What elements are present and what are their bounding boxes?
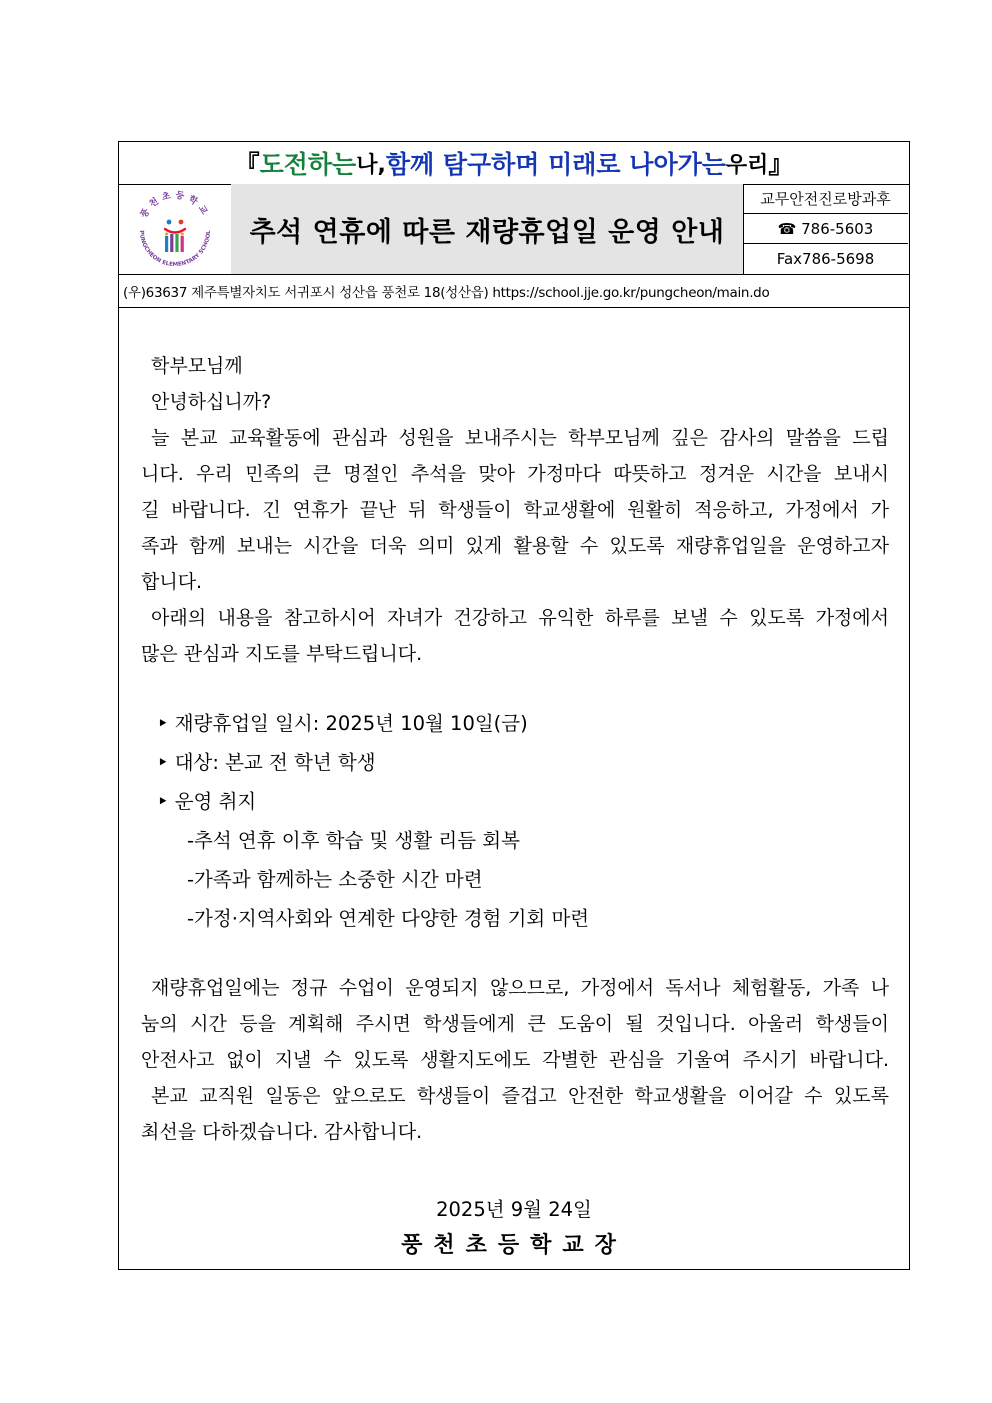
header-row xyxy=(119,184,909,275)
department-name: 교무안전진로방과후 xyxy=(743,184,908,214)
list-item-purpose: ‣ 운영 취지 xyxy=(157,790,257,813)
slogan-part-4: 우리 xyxy=(725,152,769,178)
address-row xyxy=(119,274,909,308)
svg-text:PUNGCHEON ELEMENTARY SCHOOL: PUNGCHEON ELEMENTARY SCHOOL xyxy=(137,230,213,269)
paragraph-2: 아래의 내용을 참고하시어 자녀가 건강하고 유익한 하루를 보낼 수 있도록 가정에서 많은 관심과 지도를 부탁드립니다. xyxy=(141,607,889,665)
sub-item: -가정·지역사회와 연계한 다양한 경험 기회 마련 xyxy=(187,907,590,930)
slogan-part-3: 함께 탐구하며 미래로 나아가는 xyxy=(385,150,726,179)
school-logo xyxy=(119,184,232,274)
paragraph-3: 재량휴업일에는 정규 수업이 운영되지 않으므로, 가정에서 독서나 체험활동, 가족 나 눔의 시간 등을 계획해 주시면 학생들에게 큰 도움이 될 것입니다. 아울러 학생들이 안전사고 없이 지낼 수 있도록 생활지도에도 각별한 관심을 기울여 주시기 바랍니다. xyxy=(141,977,889,1071)
svg-text:풍천초등학교: 풍천초등학교 xyxy=(139,190,211,220)
principal-signature: 풍천초등학교장 xyxy=(401,1233,627,1258)
letter-body xyxy=(141,348,889,1150)
slogan-part-1: 도전하는 xyxy=(259,150,357,179)
info-list xyxy=(141,704,889,938)
greeting-line-1: 학부모님께 xyxy=(151,355,243,377)
notice-title: 추석 연휴에 따른 재량휴업일 운영 안내 xyxy=(231,184,744,274)
phone-number: ☎ 786-5603 xyxy=(743,214,908,244)
paragraph-1: 늘 본교 교육활동에 관심과 성원을 보내주시는 학부모님께 깊은 감사의 말씀을 드립 니다. 우리 민족의 큰 명절인 추석을 맞아 가정마다 따뜻하고 정겨운 시간을 보내시 길 바랍니다. 긴 연휴가 끝난 뒤 학생들이 학교생활에 원활히 적응하고, 가정에서 가 족과 함께 보내는 시간을 더욱 의미 있게 활용할 수 있도록 재량휴업일을 운영하고자 합니다. xyxy=(141,427,889,593)
greeting-line-2: 안녕하십니까? xyxy=(151,391,272,413)
sub-item: -가족과 함께하는 소중한 시간 마련 xyxy=(187,868,483,891)
list-item-target: ‣ 대상: 본교 전 학년 학생 xyxy=(157,751,376,774)
slogan-part-2: 나, xyxy=(356,152,386,178)
school-emblem-icon xyxy=(132,186,218,272)
school-slogan: 『 도전하는 나, 함께 탐구하며 미래로 나아가는 우리 』 xyxy=(119,142,909,185)
school-address: (우)63637 제주특별자치도 서귀포시 성산읍 풍천로 18(성산읍) https://school.jje.go.kr/pungcheon/main.do xyxy=(123,285,770,301)
list-item-date: ‣ 재량휴업일 일시: 2025년 10월 10일(금) xyxy=(157,712,528,735)
notice-frame xyxy=(118,141,910,1270)
fax-number: Fax786-5698 xyxy=(776,250,875,268)
paragraph-4: 본교 교직원 일동은 앞으로도 학생들이 즐겁고 안전한 학교생활을 이어갈 수 있도록 최선을 다하겠습니다. 감사합니다. xyxy=(141,1085,889,1143)
sub-item: -추석 연휴 이후 학습 및 생활 리듬 회복 xyxy=(187,829,520,852)
issue-date: 2025년 9월 24일 xyxy=(436,1198,592,1221)
contact-info xyxy=(743,184,908,274)
